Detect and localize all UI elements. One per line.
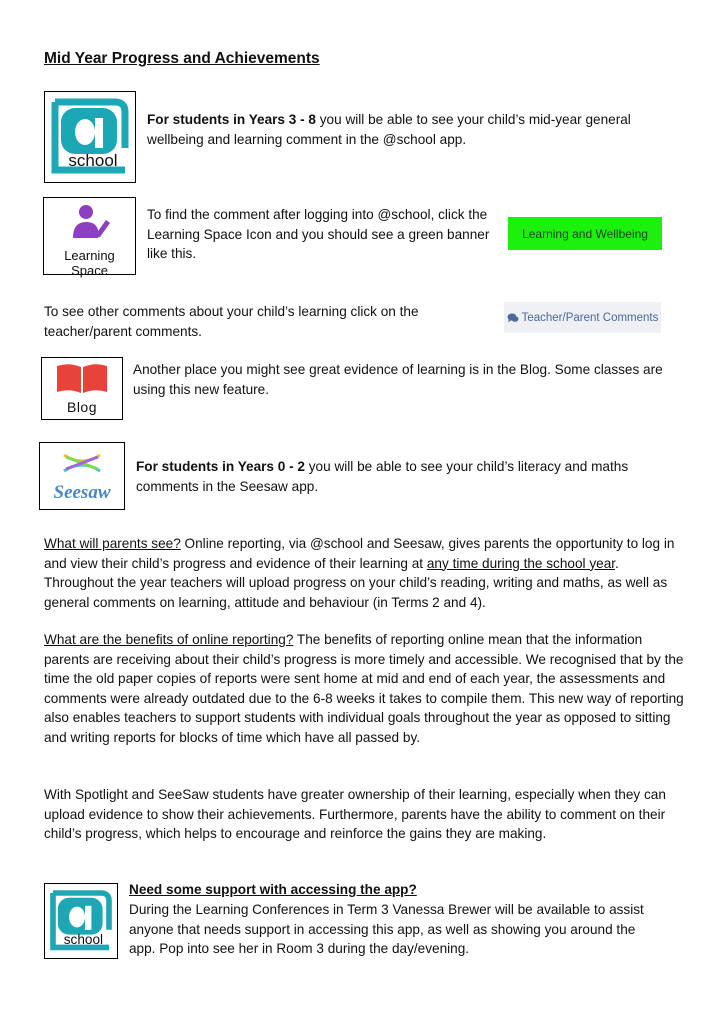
learning-space-icon-box [43, 197, 136, 278]
teacher-parent-comments-button[interactable] [504, 302, 661, 333]
seesaw-logo-text: Seesaw [53, 482, 111, 503]
speech-bubble-icon [507, 313, 519, 323]
teacher-parent-comments-label: Teacher/Parent Comments [521, 311, 659, 324]
blog-description: Another place you might see great evidence of learning is in the Blog. Some classes are using this new feature. [133, 362, 663, 397]
learning-wellbeing-banner[interactable]: Learning and Wellbeing [508, 217, 662, 250]
ownership-paragraph: With Spotlight and SeeSaw students have greater ownership of their learning, especially when they can upload evidence to show their achievements. Furthermore, parents have the ability to comment on their child’s progress, which helps to encourage and reinforce the gains they are making. [44, 787, 666, 841]
parents-see-paragraph [44, 534, 684, 612]
support-heading: Need some support with accessing the app? [129, 882, 417, 897]
support-school-logo [44, 883, 118, 959]
learning-space-description: To find the comment after logging into @school, click the Learning Space Icon and you should see a green banner like this. [147, 207, 490, 261]
teacher-parent-description: To see other comments about your child’s learning click on the teacher/parent comments. [44, 304, 419, 339]
blog-book-icon [42, 358, 122, 398]
support-text: During the Learning Conferences in Term 3 Vanessa Brewer will be available to assist anyone that needs support in accessing this app, as well as showing you around the app. Pop into see her in Room 3 during the day/evening. [129, 902, 644, 956]
learning-space-icon [44, 198, 135, 246]
parents-see-text-2: . Throughout the year teachers will upload progress on your child’s reading, writing and maths, as well as general comments on learning, attitude and behaviour (in Terms 2 and 4). [44, 555, 668, 610]
school-app-logo [44, 91, 136, 183]
blog-icon-box [41, 357, 123, 420]
seesaw-logo-icon [40, 443, 124, 509]
parents-see-heading: What will parents see? [44, 536, 181, 551]
support-logo-text: school [63, 932, 104, 948]
learning-space-label: Learning Space [64, 248, 115, 278]
at-school-icon [45, 92, 135, 182]
benefits-heading: What are the benefits of online reporting? [44, 632, 294, 647]
parents-see-text-1: Online reporting, via @school and Seesaw, gives parents the opportunity to log in and view their child’s progress and evidence of their learning at [44, 536, 675, 571]
school-logo-text: school [68, 151, 118, 170]
school-app-years: For students in Years 3 - 8 [147, 112, 316, 127]
school-app-description [147, 110, 687, 149]
benefits-paragraph [44, 630, 689, 747]
seesaw-years: For students in Years 0 - 2 [136, 459, 305, 474]
seesaw-logo-box [39, 442, 125, 510]
seesaw-text: you will be able to see your child’s literacy and maths comments in the Seesaw app. [136, 459, 629, 494]
page-title: Mid Year Progress and Achievements [44, 50, 320, 67]
at-school-icon [45, 884, 117, 958]
seesaw-description [136, 457, 681, 496]
any-time-link: any time during the school year [426, 555, 616, 571]
blog-label: Blog [66, 399, 98, 415]
school-app-text: you will be able to see your child’s mid-year general wellbeing and learning comment in the @school app. [147, 112, 631, 147]
benefits-text: The benefits of reporting online mean that the information parents are receiving about their child’s progress is more timely and accessible. We recognised that by the time the old paper copies of reports were sent home at mid and end of each year, the assessments and comments were already outdated due to the 6-8 weeks it takes to compile them. This new way of reporting also enables teachers to support students with individual goals throughout the year as opposed to sitting and writing reports for blocks of time which have all passed by. [44, 632, 684, 745]
